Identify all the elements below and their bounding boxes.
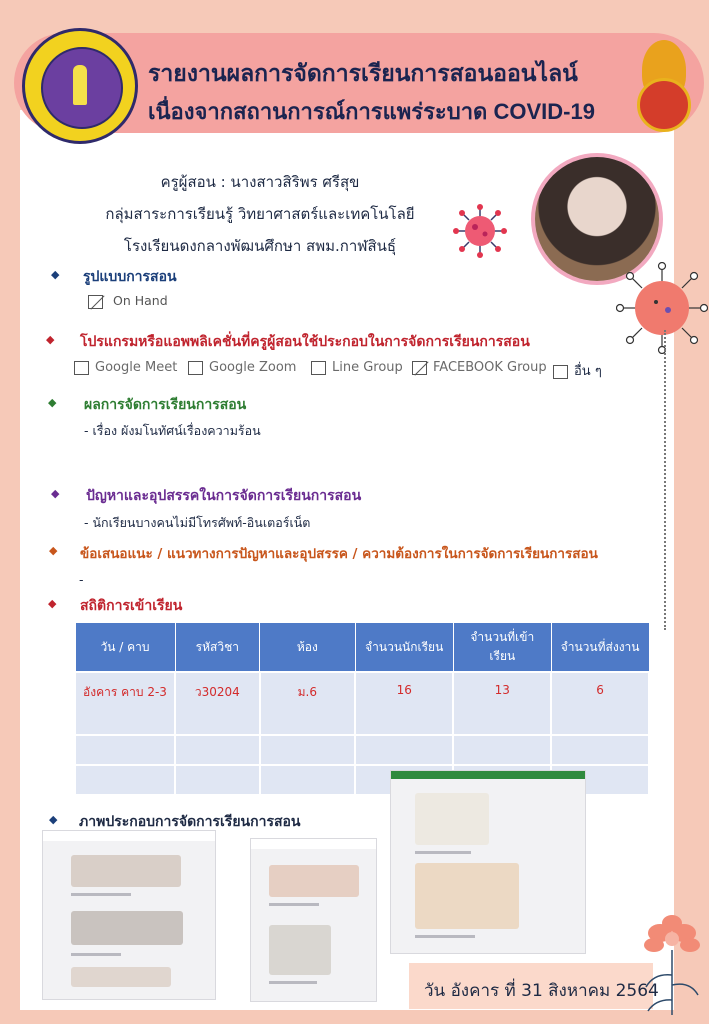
- diamond-bullet-icon: ◆: [51, 487, 60, 500]
- table-header: จำนวนที่ส่งงาน: [551, 623, 649, 673]
- suggestions-text: -: [79, 572, 84, 587]
- checkbox-icon[interactable]: [553, 365, 568, 379]
- flower-icon: [632, 915, 707, 1020]
- checkbox-icon[interactable]: [88, 295, 103, 309]
- table-header: จำนวนที่เข้าเรียน: [453, 623, 551, 673]
- emblem-seal: [637, 78, 691, 132]
- app-option-label: Google Meet: [95, 360, 178, 375]
- teacher-department: กลุ่มสาระการเรียนรู้ วิทยาศาสตร์และเทคโนโลยี: [105, 205, 415, 223]
- virus-icon: [452, 203, 508, 259]
- school-logo: [22, 28, 138, 144]
- app-option-other[interactable]: [553, 360, 602, 381]
- screenshot-image: [250, 838, 377, 1002]
- suggestions-heading: ข้อเสนอแนะ / แนวทางการปัญหาและอุปสรรค / ความต้องการในการจัดการเรียนการสอน: [80, 546, 598, 562]
- table-cell-subject: ว30204: [175, 672, 260, 735]
- table-cell-attended: 13: [453, 672, 551, 735]
- school-logo-tree: [73, 65, 87, 105]
- report-title: รายงานผลการจัดการเรียนการสอนออนไลน์: [148, 60, 578, 86]
- app-option-label: Google Zoom: [209, 360, 297, 375]
- app-option-facebook-group[interactable]: [412, 360, 547, 375]
- table-header: ห้อง: [260, 623, 355, 673]
- teacher-name: ครูผู้สอน : นางสาวสิริพร ศรีสุข: [160, 173, 360, 191]
- table-header: จำนวนนักเรียน: [355, 623, 453, 673]
- app-option-line-group[interactable]: [311, 360, 403, 375]
- diamond-bullet-icon: ◆: [49, 544, 58, 557]
- table-row: [75, 672, 649, 735]
- obec-emblem: [634, 40, 694, 136]
- diamond-bullet-icon: ◆: [49, 813, 58, 826]
- diamond-bullet-icon: ◆: [46, 333, 55, 346]
- problems-text: - นักเรียนบางคนไม่มีโทรศัพท์-อินเตอร์เน็ต: [84, 515, 311, 530]
- checkbox-icon[interactable]: [311, 361, 326, 375]
- diamond-bullet-icon: ◆: [48, 597, 57, 610]
- checkbox-icon[interactable]: [412, 361, 427, 375]
- diamond-bullet-icon: ◆: [48, 396, 57, 409]
- screenshot-image: [42, 830, 216, 1000]
- problems-heading: ปัญหาและอุปสรรคในการจัดการเรียนการสอน: [86, 488, 362, 504]
- table-header: รหัสวิชา: [175, 623, 260, 673]
- checkbox-icon[interactable]: [188, 361, 203, 375]
- table-cell-students: 16: [355, 672, 453, 735]
- teaching-mode-label: On Hand: [112, 293, 168, 308]
- results-heading: ผลการจัดการเรียนการสอน: [84, 397, 247, 413]
- results-text: - เรื่อง ผังมโนทัศน์เรื่องความร้อน: [84, 423, 261, 438]
- app-option-label: FACEBOOK Group: [433, 360, 547, 375]
- screenshot-image: [390, 770, 586, 954]
- table-cell-submitted: 6: [551, 672, 649, 735]
- table-row-empty: [75, 735, 649, 765]
- dotted-divider: [664, 330, 666, 630]
- app-option-label: อื่น ๆ: [574, 364, 602, 379]
- virus-icon-large: [616, 262, 708, 354]
- attendance-heading: สถิติการเข้าเรียน: [80, 598, 183, 614]
- report-subtitle: เนื่องจากสถานการณ์การแพร่ระบาด COVID-19: [148, 99, 595, 124]
- diamond-bullet-icon: ◆: [51, 268, 60, 281]
- table-cell-day: อังคาร คาบ 2-3: [75, 672, 175, 735]
- app-option-label: Line Group: [332, 360, 403, 375]
- teaching-mode-heading: รูปแบบการสอน: [83, 269, 177, 285]
- teaching-mode-option[interactable]: [88, 293, 168, 309]
- photos-heading: ภาพประกอบการจัดการเรียนการสอน: [79, 814, 301, 830]
- apps-heading: โปรแกรมหรือแอพพลิเคชั่นที่ครูผู้สอนใช้ประกอบในการจัดการเรียนการสอน: [80, 334, 530, 350]
- table-header: วัน / คาบ: [75, 623, 175, 673]
- app-option-google-zoom[interactable]: [188, 360, 296, 375]
- teacher-school: โรงเรียนดงกลางพัฒนศึกษา สพม.กาฬสินธุ์: [123, 237, 397, 255]
- checkbox-icon[interactable]: [74, 361, 89, 375]
- report-date: วัน อังคาร ที่ 31 สิงหาคม 2564: [424, 981, 659, 1001]
- app-option-google-meet[interactable]: [74, 360, 177, 375]
- table-cell-room: ม.6: [260, 672, 355, 735]
